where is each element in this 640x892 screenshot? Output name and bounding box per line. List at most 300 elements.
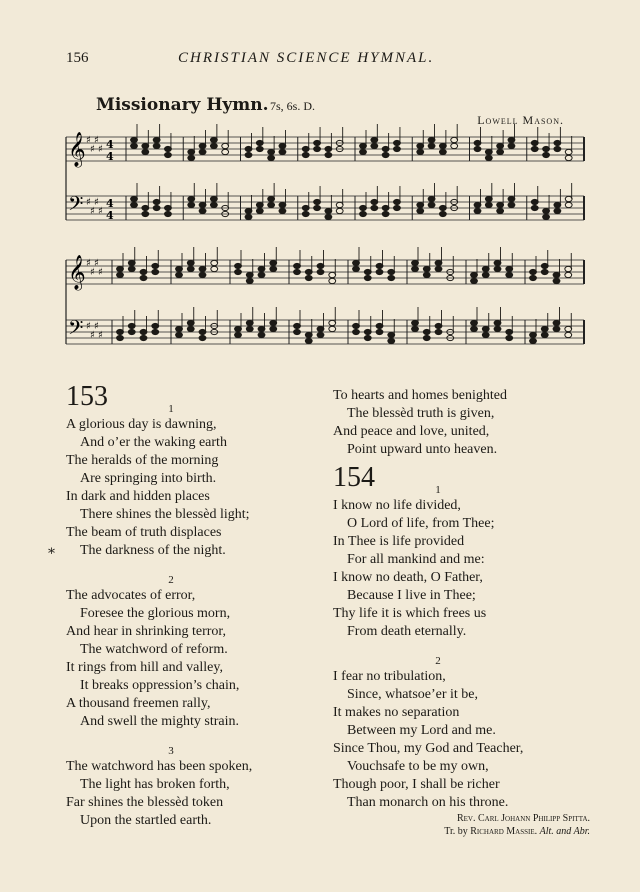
verse-label: 3 bbox=[168, 745, 174, 757]
note-head bbox=[376, 323, 383, 328]
note-head bbox=[165, 205, 172, 210]
note-head bbox=[140, 275, 147, 280]
note-head bbox=[508, 196, 515, 201]
note-head bbox=[199, 143, 206, 148]
sharp-icon: ♯ bbox=[86, 321, 91, 332]
alteration-note: Alt. and Abr. bbox=[539, 826, 590, 837]
note-head bbox=[235, 326, 242, 331]
note-head bbox=[199, 335, 206, 340]
verse-line: The watchword has been spoken, bbox=[66, 759, 253, 774]
note-head bbox=[388, 332, 395, 337]
note-head bbox=[482, 266, 489, 271]
note-head bbox=[565, 196, 572, 201]
verse-line: The advocates of error, bbox=[66, 588, 196, 603]
note-head bbox=[371, 137, 378, 142]
note-head bbox=[256, 208, 263, 213]
note-head bbox=[142, 205, 149, 210]
note-head bbox=[497, 149, 504, 154]
note-head bbox=[485, 155, 492, 160]
verse-line: The darkness of the night. bbox=[80, 543, 226, 558]
note-head bbox=[531, 205, 538, 210]
note-head bbox=[153, 137, 160, 142]
note-head bbox=[142, 211, 149, 216]
verse-line: O Lord of life, from Thee; bbox=[347, 516, 495, 531]
note-head bbox=[302, 152, 309, 157]
note-head bbox=[553, 272, 560, 277]
note-head bbox=[128, 260, 135, 265]
note-head bbox=[364, 329, 371, 334]
note-head bbox=[485, 149, 492, 154]
verse-line: The watchword of reform. bbox=[80, 642, 228, 657]
note-head bbox=[565, 272, 572, 277]
note-head bbox=[482, 326, 489, 331]
note-head bbox=[187, 320, 194, 325]
note-head bbox=[199, 266, 206, 271]
verse-line: In Thee is life provided bbox=[333, 534, 465, 549]
note-head bbox=[128, 323, 135, 328]
translator-name: Richard Massie. bbox=[470, 826, 538, 837]
note-head bbox=[176, 266, 183, 271]
note-head bbox=[317, 269, 324, 274]
note-head bbox=[530, 275, 537, 280]
note-head bbox=[508, 143, 515, 148]
note-head bbox=[131, 202, 138, 207]
note-head bbox=[451, 137, 458, 142]
right-column bbox=[333, 387, 598, 838]
bass-clef-icon: 𝄢 bbox=[68, 192, 84, 220]
verse-line: I know no death, O Father, bbox=[333, 570, 483, 585]
note-head bbox=[474, 146, 481, 151]
note-head bbox=[152, 329, 159, 334]
note-head bbox=[417, 208, 424, 213]
note-head bbox=[270, 326, 277, 331]
sharp-icon: ♯ bbox=[94, 258, 99, 269]
verse-line: It breaks oppression’s chain, bbox=[80, 678, 240, 693]
verse-line: A thousand freemen rally, bbox=[66, 696, 211, 711]
note-head bbox=[543, 152, 550, 157]
note-head bbox=[245, 208, 252, 213]
verse-line: A glorious day is dawning, bbox=[66, 417, 217, 432]
tune-composer: Lowell Mason. bbox=[477, 113, 564, 127]
note-head bbox=[494, 260, 501, 265]
verse-line: For all mankind and me: bbox=[347, 552, 485, 567]
note-head bbox=[176, 272, 183, 277]
note-head bbox=[376, 269, 383, 274]
note-head bbox=[199, 208, 206, 213]
note-head bbox=[317, 332, 324, 337]
note-head bbox=[279, 208, 286, 213]
note-head bbox=[268, 196, 275, 201]
note-head bbox=[388, 269, 395, 274]
note-head bbox=[153, 205, 160, 210]
note-head bbox=[530, 269, 537, 274]
sharp-icon: ♯ bbox=[86, 258, 91, 269]
verse-line: Since, whatsoe’er it be, bbox=[347, 687, 479, 702]
note-head bbox=[543, 214, 550, 219]
note-head bbox=[176, 332, 183, 337]
note-head bbox=[439, 149, 446, 154]
note-head bbox=[553, 278, 560, 283]
note-head bbox=[199, 149, 206, 154]
note-head bbox=[279, 202, 286, 207]
note-head bbox=[256, 146, 263, 151]
note-head bbox=[428, 143, 435, 148]
note-head bbox=[294, 269, 301, 274]
note-head bbox=[353, 266, 360, 271]
sharp-icon: ♯ bbox=[90, 206, 95, 217]
note-head bbox=[360, 205, 367, 210]
note-head bbox=[494, 320, 501, 325]
note-head bbox=[497, 208, 504, 213]
verse-line: To hearts and homes benighted bbox=[333, 388, 507, 403]
note-head bbox=[376, 263, 383, 268]
note-head bbox=[153, 143, 160, 148]
translator-credit bbox=[333, 825, 590, 838]
note-head bbox=[270, 320, 277, 325]
note-head bbox=[541, 326, 548, 331]
verse-line: It rings from hill and valley, bbox=[66, 660, 223, 675]
note-head bbox=[506, 266, 513, 271]
note-head bbox=[371, 143, 378, 148]
author-credit: Rev. Carl Johann Philipp Spitta. bbox=[456, 813, 590, 824]
note-head bbox=[506, 329, 513, 334]
verse-label: 1 bbox=[435, 484, 441, 496]
verse-line: Between my Lord and me. bbox=[347, 723, 496, 738]
note-head bbox=[394, 140, 401, 145]
note-head bbox=[258, 326, 265, 331]
margin-mark: * bbox=[48, 546, 55, 562]
sharp-icon: ♯ bbox=[94, 135, 99, 146]
note-head bbox=[388, 338, 395, 343]
verse-line: Vouchsafe to be my own, bbox=[347, 759, 489, 774]
treble-clef-icon: 𝄞 bbox=[68, 132, 86, 167]
note-head bbox=[131, 196, 138, 201]
verse-line: Far shines the blessèd token bbox=[66, 795, 224, 810]
verse-line: It makes no separation bbox=[333, 705, 460, 720]
note-head bbox=[258, 332, 265, 337]
note-head bbox=[222, 149, 229, 154]
bass-clef-icon: 𝄢 bbox=[68, 316, 84, 344]
tune-title: Missionary Hymn. bbox=[96, 95, 269, 115]
note-head bbox=[294, 263, 301, 268]
verse-label: 1 bbox=[168, 403, 174, 415]
note-head bbox=[165, 146, 172, 151]
note-head bbox=[394, 199, 401, 204]
note-head bbox=[165, 152, 172, 157]
note-head bbox=[314, 199, 321, 204]
verse-line: Are springing into birth. bbox=[80, 471, 217, 486]
note-head bbox=[353, 329, 360, 334]
verse-line: Because I live in Thee; bbox=[347, 588, 476, 603]
note-head bbox=[508, 202, 515, 207]
note-head bbox=[188, 202, 195, 207]
note-head bbox=[423, 266, 430, 271]
note-head bbox=[256, 140, 263, 145]
time-signature-bottom: 4 bbox=[106, 209, 114, 222]
note-head bbox=[530, 338, 537, 343]
note-head bbox=[439, 143, 446, 148]
note-head bbox=[325, 208, 332, 213]
note-head bbox=[188, 155, 195, 160]
note-head bbox=[423, 329, 430, 334]
verse-line: And o’er the waking earth bbox=[80, 435, 227, 450]
note-head bbox=[353, 260, 360, 265]
note-head bbox=[417, 149, 424, 154]
translator-prefix: Tr. by bbox=[444, 826, 468, 837]
note-head bbox=[382, 146, 389, 151]
note-head bbox=[471, 272, 478, 277]
note-head bbox=[210, 137, 217, 142]
note-head bbox=[531, 146, 538, 151]
verse-label: 2 bbox=[168, 574, 174, 586]
verse-line: Thy life it is which frees us bbox=[333, 606, 487, 621]
note-head bbox=[235, 332, 242, 337]
note-head bbox=[128, 329, 135, 334]
note-head bbox=[235, 263, 242, 268]
note-head bbox=[302, 205, 309, 210]
note-head bbox=[152, 323, 159, 328]
note-head bbox=[435, 266, 442, 271]
note-head bbox=[435, 260, 442, 265]
note-head bbox=[325, 214, 332, 219]
note-head bbox=[188, 149, 195, 154]
note-head bbox=[474, 202, 481, 207]
note-head bbox=[305, 332, 312, 337]
note-head bbox=[329, 326, 336, 331]
sharp-icon: ♯ bbox=[90, 144, 95, 155]
verse-line: Foresee the glorious morn, bbox=[80, 606, 231, 621]
sharp-icon: ♯ bbox=[90, 267, 95, 278]
note-head bbox=[142, 149, 149, 154]
verse-line: The heralds of the morning bbox=[66, 453, 219, 468]
note-head bbox=[131, 143, 138, 148]
note-head bbox=[211, 260, 218, 265]
note-head bbox=[270, 260, 277, 265]
note-head bbox=[336, 208, 343, 213]
note-head bbox=[417, 202, 424, 207]
note-head bbox=[531, 199, 538, 204]
note-head bbox=[305, 275, 312, 280]
verse-line: There shines the blessèd light; bbox=[80, 507, 250, 522]
sharp-icon: ♯ bbox=[98, 206, 103, 217]
verse-line: Though poor, I shall be richer bbox=[333, 777, 500, 792]
note-head bbox=[210, 196, 217, 201]
note-head bbox=[305, 269, 312, 274]
note-head bbox=[165, 211, 172, 216]
note-head bbox=[140, 269, 147, 274]
note-head bbox=[428, 137, 435, 142]
note-head bbox=[360, 149, 367, 154]
note-head bbox=[314, 140, 321, 145]
note-head bbox=[376, 329, 383, 334]
verse-line: Point upward unto heaven. bbox=[347, 442, 498, 457]
verse-line: The blessèd truth is given, bbox=[347, 406, 495, 421]
verse-line: I know no life divided, bbox=[333, 498, 461, 513]
verse-line: And peace and love, united, bbox=[333, 424, 490, 439]
note-head bbox=[329, 320, 336, 325]
note-head bbox=[394, 205, 401, 210]
verse-line: I fear no tribulation, bbox=[333, 669, 446, 684]
note-head bbox=[211, 266, 218, 271]
note-head bbox=[364, 269, 371, 274]
note-head bbox=[554, 202, 561, 207]
note-head bbox=[364, 275, 371, 280]
page-number: 156 bbox=[66, 50, 89, 66]
note-head bbox=[565, 326, 572, 331]
note-head bbox=[371, 205, 378, 210]
note-head bbox=[317, 263, 324, 268]
note-head bbox=[235, 269, 242, 274]
note-head bbox=[482, 332, 489, 337]
hymn-number: 153 bbox=[66, 381, 108, 412]
note-head bbox=[268, 202, 275, 207]
note-head bbox=[506, 272, 513, 277]
note-head bbox=[199, 272, 206, 277]
note-head bbox=[494, 266, 501, 271]
note-head bbox=[152, 263, 159, 268]
note-head bbox=[553, 326, 560, 331]
note-head bbox=[371, 199, 378, 204]
note-head bbox=[329, 278, 336, 283]
note-head bbox=[394, 146, 401, 151]
note-head bbox=[428, 196, 435, 201]
note-head bbox=[423, 272, 430, 277]
note-head bbox=[530, 332, 537, 337]
note-head bbox=[565, 266, 572, 271]
note-head bbox=[485, 196, 492, 201]
note-head bbox=[140, 329, 147, 334]
note-head bbox=[258, 272, 265, 277]
note-head bbox=[412, 326, 419, 331]
note-head bbox=[187, 260, 194, 265]
verse-line: The beam of truth displaces bbox=[66, 525, 222, 540]
sharp-icon: ♯ bbox=[98, 330, 103, 341]
note-head bbox=[117, 266, 124, 271]
note-head bbox=[279, 143, 286, 148]
note-head bbox=[435, 323, 442, 328]
note-head bbox=[474, 208, 481, 213]
note-head bbox=[506, 335, 513, 340]
note-head bbox=[142, 143, 149, 148]
note-head bbox=[382, 205, 389, 210]
note-head bbox=[494, 326, 501, 331]
note-head bbox=[294, 329, 301, 334]
note-head bbox=[541, 269, 548, 274]
note-head bbox=[360, 211, 367, 216]
note-head bbox=[279, 149, 286, 154]
note-head bbox=[565, 332, 572, 337]
sharp-icon: ♯ bbox=[90, 330, 95, 341]
note-head bbox=[305, 338, 312, 343]
verse-line: Since Thou, my God and Teacher, bbox=[333, 741, 524, 756]
note-head bbox=[412, 260, 419, 265]
note-head bbox=[471, 320, 478, 325]
note-head bbox=[497, 143, 504, 148]
note-head bbox=[302, 211, 309, 216]
note-head bbox=[270, 266, 277, 271]
note-head bbox=[554, 208, 561, 213]
note-head bbox=[471, 326, 478, 331]
note-head bbox=[128, 266, 135, 271]
note-head bbox=[246, 320, 253, 325]
verse-line: Upon the startled earth. bbox=[80, 813, 212, 828]
note-head bbox=[412, 266, 419, 271]
verse-line: Than monarch on his throne. bbox=[347, 795, 509, 810]
note-head bbox=[210, 202, 217, 207]
note-head bbox=[451, 143, 458, 148]
note-head bbox=[360, 143, 367, 148]
note-head bbox=[497, 202, 504, 207]
note-head bbox=[294, 323, 301, 328]
note-head bbox=[199, 329, 206, 334]
music-score bbox=[0, 0, 640, 370]
note-head bbox=[565, 155, 572, 160]
note-head bbox=[388, 275, 395, 280]
verse-line: From death eternally. bbox=[347, 624, 467, 639]
note-head bbox=[258, 266, 265, 271]
note-head bbox=[187, 266, 194, 271]
sharp-icon: ♯ bbox=[94, 197, 99, 208]
note-head bbox=[314, 146, 321, 151]
note-head bbox=[482, 272, 489, 277]
running-title: CHRISTIAN SCIENCE HYMNAL. bbox=[178, 50, 435, 66]
note-head bbox=[565, 202, 572, 207]
note-head bbox=[336, 202, 343, 207]
sharp-icon: ♯ bbox=[86, 135, 91, 146]
hymn-number: 154 bbox=[333, 462, 375, 493]
note-head bbox=[325, 146, 332, 151]
note-head bbox=[423, 335, 430, 340]
note-head bbox=[314, 205, 321, 210]
time-signature-bottom: 4 bbox=[106, 150, 114, 163]
note-head bbox=[246, 272, 253, 277]
note-head bbox=[317, 326, 324, 331]
note-head bbox=[246, 326, 253, 331]
note-head bbox=[117, 272, 124, 277]
note-head bbox=[543, 146, 550, 151]
note-head bbox=[485, 202, 492, 207]
verse-label: 2 bbox=[435, 655, 441, 667]
note-head bbox=[329, 272, 336, 277]
note-head bbox=[245, 214, 252, 219]
note-head bbox=[246, 278, 253, 283]
note-head bbox=[188, 196, 195, 201]
sharp-icon: ♯ bbox=[98, 144, 103, 155]
note-head bbox=[565, 149, 572, 154]
sharp-icon: ♯ bbox=[94, 321, 99, 332]
note-head bbox=[382, 152, 389, 157]
verse-line: And hear in shrinking terror, bbox=[66, 624, 227, 639]
note-head bbox=[554, 146, 561, 151]
sharp-icon: ♯ bbox=[98, 267, 103, 278]
note-head bbox=[543, 208, 550, 213]
note-head bbox=[553, 320, 560, 325]
note-head bbox=[131, 137, 138, 142]
note-head bbox=[417, 143, 424, 148]
hymn-154 bbox=[333, 462, 598, 812]
note-head bbox=[364, 335, 371, 340]
note-head bbox=[412, 320, 419, 325]
note-head bbox=[474, 140, 481, 145]
verse-line: In dark and hidden places bbox=[66, 489, 210, 504]
verse-line: And swell the mighty strain. bbox=[80, 714, 240, 729]
tune-meter: 7s, 6s. D. bbox=[270, 99, 316, 113]
note-head bbox=[176, 326, 183, 331]
attribution bbox=[333, 812, 590, 838]
note-head bbox=[435, 329, 442, 334]
note-head bbox=[531, 140, 538, 145]
note-head bbox=[256, 202, 263, 207]
